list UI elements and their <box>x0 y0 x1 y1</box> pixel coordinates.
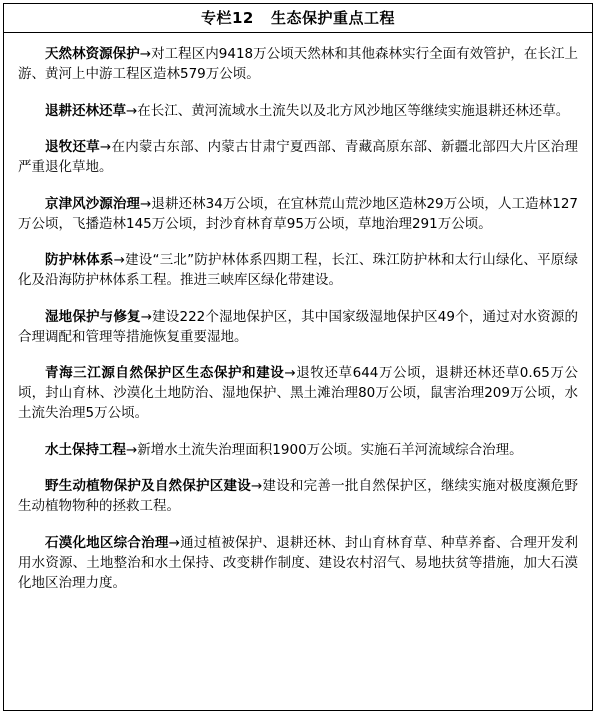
item-natural-forest-protection <box>18 44 578 84</box>
item-heading: 退牧还草 <box>45 139 100 155</box>
item-heading: 防护林体系 <box>45 252 114 268</box>
item-heading: 青海三江源自然保护区生态保护和建设 <box>45 365 285 381</box>
item-heading: 退耕还林还草 <box>45 102 126 119</box>
item-text: →退耕还林34万公顷，在宜林荒山荒沙地区造林29万公顷，人工造林127万公顷，飞播造林145万公顷，封沙育林育草95万公顷，草地治理291万公顷。 <box>18 195 579 232</box>
item-wildlife-reserves <box>18 476 578 516</box>
column-heading: 生态保护重点工程 <box>271 9 396 27</box>
item-heading: 石漠化地区综合治理 <box>45 534 169 551</box>
item-wetland-protection <box>18 307 578 347</box>
item-heading: 京津风沙源治理 <box>45 195 140 212</box>
item-text: →新增水土流失治理面积1900万公顷。实施石羊河流域综合治理。 <box>126 441 523 458</box>
item-text: →在内蒙古东部、内蒙古甘肃宁夏西部、青藏高原东部、新疆北部四大片区治理严重退化草地。 <box>18 139 579 175</box>
item-grazing-to-grassland <box>18 137 578 177</box>
item-text: →在长江、黄河流域水土流失以及北方风沙地区等继续实施退耕还林还草。 <box>126 102 570 119</box>
item-text: →建设“三北”防护林体系四期工程，长江、珠江防护林和太行山绿化、平原绿化及沿海防护林体系工程。推进三峡库区绿化带建设。 <box>18 252 578 288</box>
column-content <box>4 33 592 593</box>
item-shelterbelt-system <box>18 250 578 290</box>
column-box <box>3 3 593 711</box>
item-grain-for-green <box>18 101 578 121</box>
item-heading: 水土保持工程 <box>45 441 126 458</box>
item-sandstorm-source-control <box>18 194 578 234</box>
item-soil-water-conservation <box>18 440 578 460</box>
item-text: →建设和完善一批自然保护区，继续实施对极度濒危野生动植物物种的拯救工程。 <box>18 478 579 514</box>
item-heading: 野生动植物保护及自然保护区建设 <box>45 478 251 494</box>
column-number: 专栏12 <box>200 9 254 27</box>
item-heading: 湿地保护与修复 <box>45 308 141 325</box>
item-heading: 天然林资源保护 <box>45 46 140 62</box>
item-text: →通过植被保护、退耕还林、封山育林育草、种草养畜、合理开发利用水资源、土地整治和水土保持、改变耕作制度、建设农村沼气、易地扶贫等措施，加大石漠化地区治理力度。 <box>18 534 579 591</box>
item-sanjiangyuan-reserve <box>18 363 578 423</box>
item-rocky-desertification <box>18 533 578 593</box>
column-title <box>4 4 592 33</box>
item-text: →对工程区内9418万公顷天然林和其他森林实行全面有效管护，在长江上游、黄河上中游工程区造林579万公顷。 <box>18 46 579 82</box>
item-text: →建设222个湿地保护区，其中国家级湿地保护区49个，通过对水资源的合理调配和管理等措施恢复重要湿地。 <box>18 308 578 345</box>
item-text: →退牧还草644万公顷，退耕还林还草0.65万公顷，封山育林、沙漠化土地防治、湿地保护、黑土滩治理80万公顷，鼠害治理209万公顷，水土流失治理5万公顷。 <box>18 365 578 421</box>
